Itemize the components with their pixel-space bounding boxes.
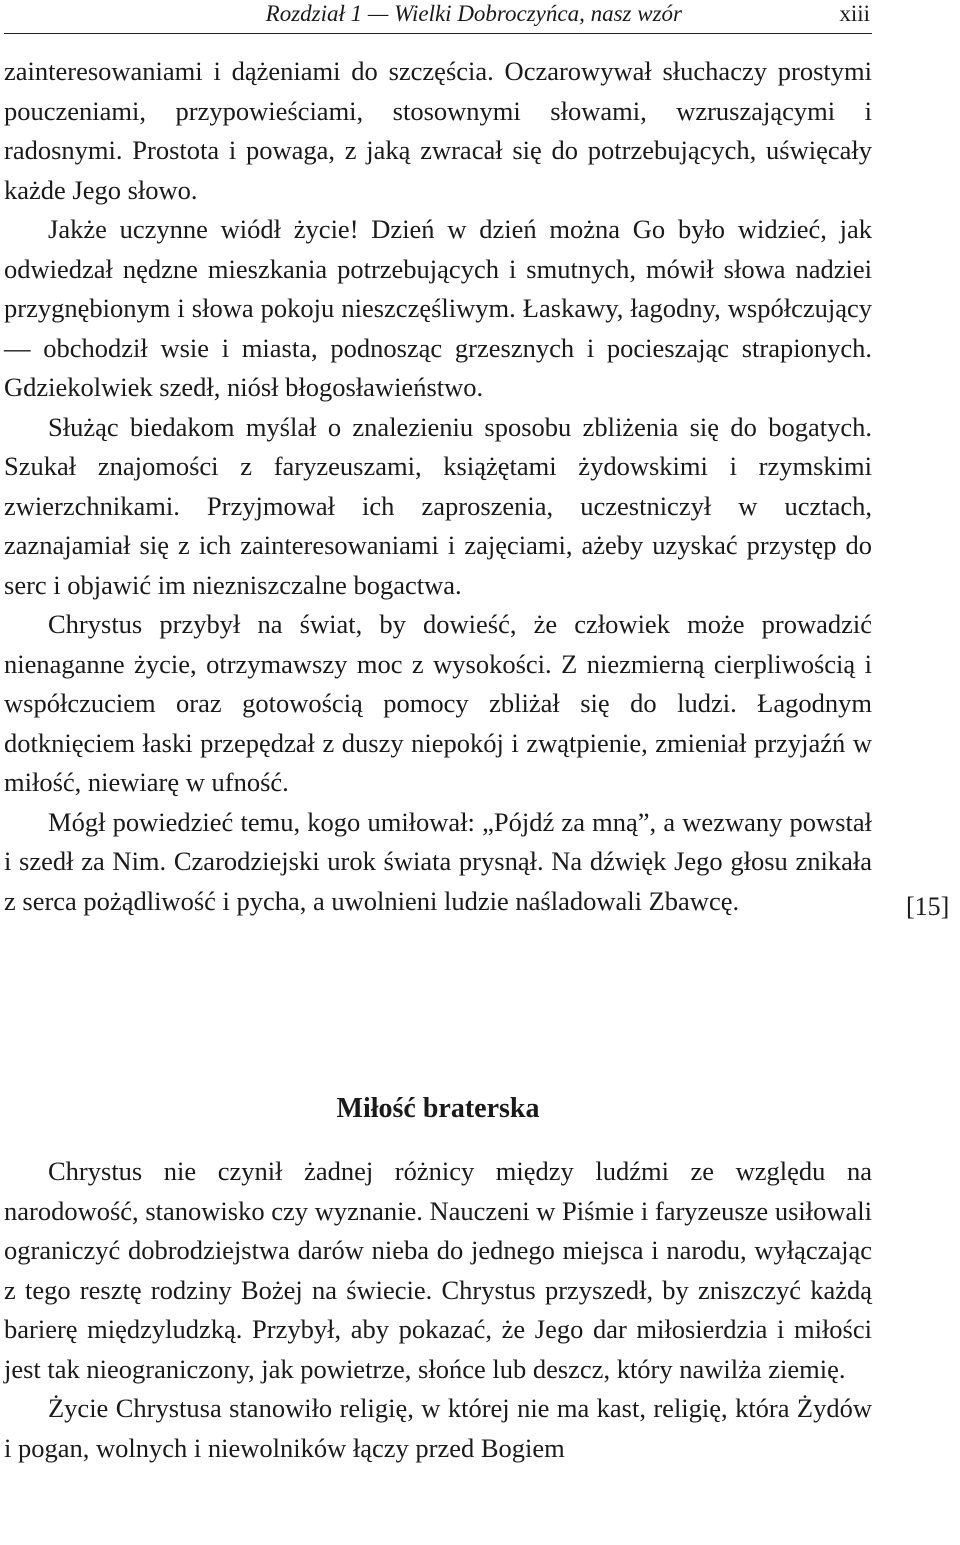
margin-page-reference: [15] (906, 892, 950, 921)
paragraph: Chrystus nie czynił żadnej różnicy między ludźmi ze względu na narodowość, stanowisko czy wyznanie. Nauczeni w Piśmie i faryzeusze usiłowali ograniczyć dobrodziejstwa darów nieba do jednego miejsca i narodu, wyłączając z tego resztę rodziny Bożej na świecie. Chrystus przyszedł, by zniszczyć każdą barierę międzyludzką. Przybył, aby pokazać, że Jego dar miłosierdzia i miłości jest tak nieograniczony, jak powietrze, słońce lub deszcz, który nawilża ziemię. (4, 1156, 872, 1384)
body-text-before-heading (4, 52, 872, 921)
running-head (4, 0, 872, 28)
body-text-after-heading (4, 1152, 872, 1468)
section-heading: Miłość braterska (336, 1093, 540, 1124)
paragraph: zainteresowaniami i dążeniami do szczęścia. Oczarowywał słuchaczy prostymi pouczeniami, przypowieściami, stosownymi słowami, wzruszającymi i radosnymi. Prostota i powaga, z jaką zwracał się do potrzebujących, uświęcały każde Jego słowo. (4, 56, 872, 205)
paragraph: Służąc biedakom myślał o znalezieniu sposobu zbliżenia się do bogatych. Szukał znajomości z faryzeuszami, książętami żydowskimi i rzymskimi zwierzchnikami. Przyjmował ich zaproszenia, uczestniczył w ucztach, zaznajamiał się z ich zainteresowaniami i zajęciami, ażeby uzyskać przystęp do serc i objawić im niezniszczalne bogactwa. (4, 411, 872, 600)
page-number: xiii (839, 1, 870, 26)
chapter-title: Rozdział 1 — Wielki Dobroczyńca, nasz wzór (265, 1, 682, 26)
header-rule (4, 33, 872, 34)
paragraph: Chrystus przybył na świat, by dowieść, że człowiek może prowadzić nienaganne życie, otrzymawszy moc z wysokości. Z niezmierną cierpliwością i współczuciem oraz gotowością pomocy zbliżał się do ludzi. Łagodnym dotknięciem łaski przepędzał z duszy niepokój i zwątpienie, zmieniał przyjaźń w miłość, niewiarę w ufność. (4, 609, 872, 797)
paragraph: Życie Chrystusa stanowiło religię, w której nie ma kast, religię, która Żydów i pogan, wolnych i niewolników łączy przed Bogiem (4, 1393, 872, 1463)
paragraph: Mógł powiedzieć temu, kogo umiłował: „Pójdź za mną”, a wezwany powstał i szedł za Nim. Czarodziejski urok świata prysnął. Na dźwięk Jego głosu znikała z serca pożądliwość i pycha, a uwolnieni ludzie naśladowali Zbawcę. (4, 806, 872, 916)
paragraph: Jakże uczynne wiódł życie! Dzień w dzień można Go było widzieć, jak odwiedzał nędzne mieszkania potrzebujących i smutnych, mówił słowa nadziei przygnębionym i słowa pokoju nieszczęśliwym. Łaskawy, łagodny, współczujący — obchodził wsie i miasta, podnosząc grzesznych i pocieszając strapionych. Gdziekolwiek szedł, niósł błogosławieństwo. (4, 214, 872, 402)
